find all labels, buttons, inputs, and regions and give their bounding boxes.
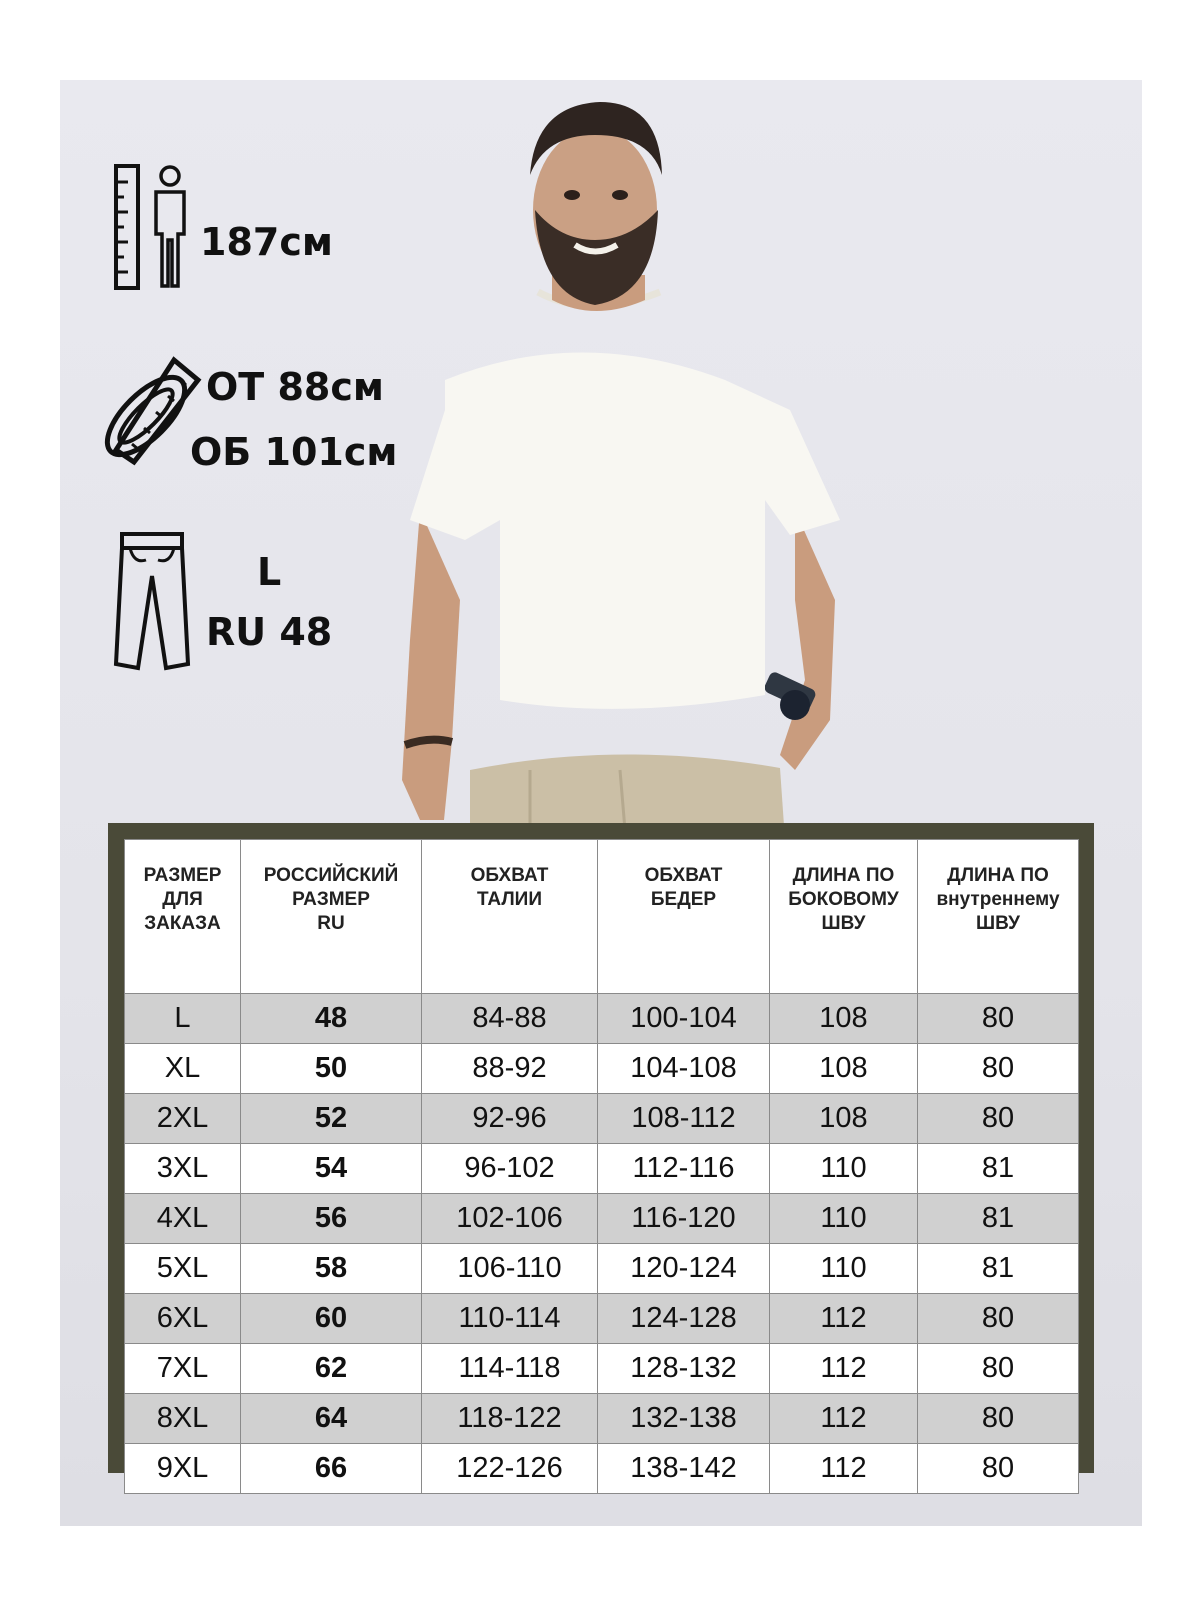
cell-order-size: 5XL bbox=[125, 1244, 241, 1294]
header-side-seam: ДЛИНА ПО БОКОВОМУ ШВУ bbox=[770, 840, 918, 994]
cell-waist: 114-118 bbox=[422, 1344, 598, 1394]
measuring-tape-icon bbox=[94, 350, 204, 475]
cell-order-size: 9XL bbox=[125, 1444, 241, 1494]
cell-side-seam: 112 bbox=[770, 1444, 918, 1494]
cell-waist: 84-88 bbox=[422, 994, 598, 1044]
cell-hips: 128-132 bbox=[598, 1344, 770, 1394]
cell-inseam: 80 bbox=[918, 994, 1079, 1044]
cell-russian-size: 54 bbox=[241, 1144, 422, 1194]
cell-russian-size: 48 bbox=[241, 994, 422, 1044]
table-row bbox=[125, 1244, 1079, 1294]
cell-russian-size: 62 bbox=[241, 1344, 422, 1394]
header-inseam: ДЛИНА ПО внутреннему ШВУ bbox=[918, 840, 1079, 994]
cell-waist: 96-102 bbox=[422, 1144, 598, 1194]
cell-hips: 138-142 bbox=[598, 1444, 770, 1494]
cell-hips: 120-124 bbox=[598, 1244, 770, 1294]
table-row bbox=[125, 1194, 1079, 1244]
cell-waist: 88-92 bbox=[422, 1044, 598, 1094]
size-chart bbox=[108, 823, 1094, 1484]
table-row bbox=[125, 994, 1079, 1044]
cell-waist: 92-96 bbox=[422, 1094, 598, 1144]
cell-side-seam: 110 bbox=[770, 1144, 918, 1194]
cell-side-seam: 108 bbox=[770, 1044, 918, 1094]
cell-inseam: 81 bbox=[918, 1194, 1079, 1244]
cell-waist: 110-114 bbox=[422, 1294, 598, 1344]
cell-waist: 106-110 bbox=[422, 1244, 598, 1294]
cell-inseam: 81 bbox=[918, 1144, 1079, 1194]
cell-russian-size: 50 bbox=[241, 1044, 422, 1094]
table-row bbox=[125, 1294, 1079, 1344]
cell-order-size: 2XL bbox=[125, 1094, 241, 1144]
cell-russian-size: 58 bbox=[241, 1244, 422, 1294]
cell-inseam: 80 bbox=[918, 1444, 1079, 1494]
cell-order-size: 4XL bbox=[125, 1194, 241, 1244]
cell-waist: 122-126 bbox=[422, 1444, 598, 1494]
table-row bbox=[125, 1044, 1079, 1094]
table-row bbox=[125, 1444, 1079, 1494]
table-row bbox=[125, 1344, 1079, 1394]
cell-inseam: 81 bbox=[918, 1244, 1079, 1294]
cell-hips: 100-104 bbox=[598, 994, 770, 1044]
header-russian-size: РОССИЙСКИЙ РАЗМЕР RU bbox=[241, 840, 422, 994]
cell-russian-size: 64 bbox=[241, 1394, 422, 1444]
model-size-letter: L bbox=[257, 550, 282, 594]
cell-side-seam: 112 bbox=[770, 1394, 918, 1444]
size-table bbox=[124, 839, 1079, 1494]
cell-waist: 102-106 bbox=[422, 1194, 598, 1244]
cell-inseam: 80 bbox=[918, 1044, 1079, 1094]
cell-order-size: 8XL bbox=[125, 1394, 241, 1444]
cell-order-size: 7XL bbox=[125, 1344, 241, 1394]
cell-russian-size: 56 bbox=[241, 1194, 422, 1244]
model-size-ru: RU 48 bbox=[206, 610, 333, 654]
cell-hips: 104-108 bbox=[598, 1044, 770, 1094]
table-header-row bbox=[125, 840, 1079, 994]
table-row bbox=[125, 1094, 1079, 1144]
cell-inseam: 80 bbox=[918, 1294, 1079, 1344]
cell-hips: 116-120 bbox=[598, 1194, 770, 1244]
cell-russian-size: 60 bbox=[241, 1294, 422, 1344]
cell-inseam: 80 bbox=[918, 1344, 1079, 1394]
cell-order-size: 6XL bbox=[125, 1294, 241, 1344]
cell-inseam: 80 bbox=[918, 1394, 1079, 1444]
cell-hips: 132-138 bbox=[598, 1394, 770, 1444]
model-waist: ОТ 88см bbox=[206, 365, 384, 409]
cell-order-size: XL bbox=[125, 1044, 241, 1094]
cell-russian-size: 52 bbox=[241, 1094, 422, 1144]
cell-hips: 124-128 bbox=[598, 1294, 770, 1344]
table-row bbox=[125, 1394, 1079, 1444]
cell-inseam: 80 bbox=[918, 1094, 1079, 1144]
cell-hips: 112-116 bbox=[598, 1144, 770, 1194]
cell-side-seam: 110 bbox=[770, 1194, 918, 1244]
cell-order-size: L bbox=[125, 994, 241, 1044]
header-hips: ОБХВАТ БЕДЕР bbox=[598, 840, 770, 994]
cell-waist: 118-122 bbox=[422, 1394, 598, 1444]
cell-side-seam: 108 bbox=[770, 994, 918, 1044]
cell-side-seam: 110 bbox=[770, 1244, 918, 1294]
cell-side-seam: 112 bbox=[770, 1344, 918, 1394]
height-ruler-person-icon bbox=[112, 162, 192, 292]
header-waist: ОБХВАТ ТАЛИИ bbox=[422, 840, 598, 994]
cell-hips: 108-112 bbox=[598, 1094, 770, 1144]
cell-order-size: 3XL bbox=[125, 1144, 241, 1194]
header-order-size: РАЗМЕР ДЛЯ ЗАКАЗА bbox=[125, 840, 241, 994]
model-height: 187см bbox=[200, 220, 333, 264]
model-hips: ОБ 101см bbox=[190, 430, 398, 474]
table-row bbox=[125, 1144, 1079, 1194]
cell-side-seam: 108 bbox=[770, 1094, 918, 1144]
cell-russian-size: 66 bbox=[241, 1444, 422, 1494]
pants-icon bbox=[112, 530, 192, 675]
cell-side-seam: 112 bbox=[770, 1294, 918, 1344]
